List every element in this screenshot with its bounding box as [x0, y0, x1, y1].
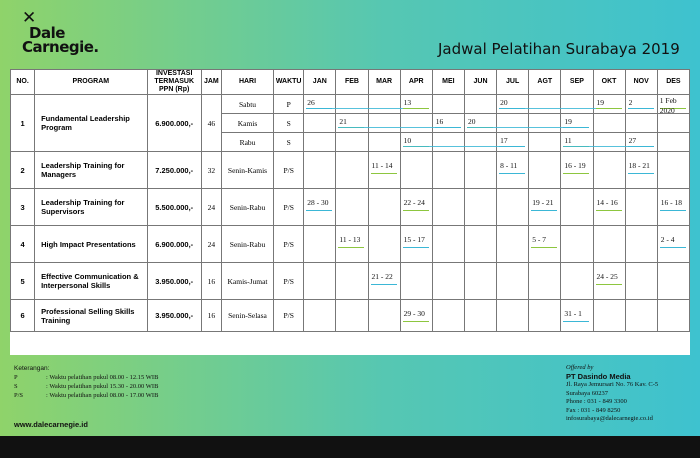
- month-cell: [497, 189, 529, 226]
- row-number: 6: [11, 300, 35, 332]
- col-header-hari: HARI: [221, 70, 273, 95]
- hari-value: Sabtu: [221, 95, 273, 114]
- waktu-value: P: [274, 95, 304, 114]
- schedule-underline: [628, 108, 654, 109]
- hari-value: Senin-Rabu: [221, 189, 273, 226]
- month-cell: [464, 300, 496, 332]
- col-header-mei: MEI: [432, 70, 464, 95]
- jam-value: 16: [201, 263, 221, 300]
- month-cell: [336, 95, 368, 114]
- schedule-date: 29 - 30: [403, 309, 425, 318]
- month-cell: [497, 152, 529, 189]
- month-cell: [625, 95, 657, 114]
- jam-value: 24: [201, 189, 221, 226]
- schedule-underline: [628, 173, 654, 174]
- col-header-jan: JAN: [304, 70, 336, 95]
- month-cell: [593, 263, 625, 300]
- month-cell: [625, 300, 657, 332]
- schedule-underline: [563, 321, 589, 322]
- schedule-underline: [306, 210, 332, 211]
- month-cell: [336, 300, 368, 332]
- schedule-underline: [403, 321, 429, 322]
- month-cell: [432, 152, 464, 189]
- schedule-date: 21: [339, 117, 347, 126]
- legend-key: P/S: [14, 392, 24, 399]
- schedule-date: 16 - 19: [564, 161, 586, 170]
- month-cell: [529, 189, 561, 226]
- legend: [14, 364, 158, 400]
- month-cell: [368, 114, 400, 133]
- schedule-date: 15 - 17: [403, 235, 425, 244]
- program-name: High Impact Presentations: [35, 226, 147, 263]
- month-cell: [432, 300, 464, 332]
- investasi-value: 6.900.000,-: [147, 226, 201, 263]
- offered-label: Offered by: [566, 364, 594, 371]
- row-number: 5: [11, 263, 35, 300]
- month-cell: [400, 226, 432, 263]
- legend-item-p: [14, 373, 158, 382]
- month-cell: [304, 226, 336, 263]
- month-cell: [336, 133, 368, 152]
- program-name: Leadership Training for Supervisors: [35, 189, 147, 226]
- schedule-date: 2020: [659, 106, 675, 115]
- schedule-date: 19 - 21: [532, 198, 554, 207]
- schedule-date: 21 - 22: [371, 272, 393, 281]
- month-cell: [368, 152, 400, 189]
- program-name: Fundamental Leadership Program: [35, 95, 147, 152]
- schedule-underline: [531, 210, 557, 211]
- month-cell: [657, 226, 689, 263]
- hari-value: Kamis: [221, 114, 273, 133]
- schedule-date: 20: [467, 117, 476, 126]
- schedule-date: 18 - 21: [628, 161, 650, 170]
- hari-value: Senin-Kamis: [221, 152, 273, 189]
- website-link[interactable]: www.dalecarnegie.id: [14, 420, 88, 429]
- month-cell: [464, 226, 496, 263]
- logo-text-line1: Dale: [29, 24, 65, 42]
- month-cell: [497, 133, 529, 152]
- schedule-date: 11 - 14: [371, 161, 393, 170]
- schedule-underline: [338, 247, 364, 248]
- hari-value: Kamis-Jumat: [221, 263, 273, 300]
- month-cell: [304, 189, 336, 226]
- schedule-date: 28 - 30: [307, 198, 329, 207]
- month-cell: [529, 114, 561, 133]
- logo-text-line2: Carnegie.: [22, 38, 99, 56]
- month-cell: [368, 133, 400, 152]
- table-row: [11, 152, 690, 189]
- schedule-date: 31 - 1: [564, 309, 582, 318]
- month-cell: [593, 114, 625, 133]
- schedule-date: 16: [435, 117, 444, 126]
- month-cell: [368, 189, 400, 226]
- hari-value: Rabu: [221, 133, 273, 152]
- phone-number: Phone : 031 - 849 3300: [566, 398, 627, 405]
- month-cell: [561, 95, 593, 114]
- schedule-underline: [563, 127, 589, 128]
- offered-by: [566, 364, 658, 424]
- month-cell: [464, 189, 496, 226]
- schedule-date: 1 Feb: [659, 96, 677, 105]
- month-cell: [529, 133, 561, 152]
- month-cell: [432, 114, 464, 133]
- month-cell: [657, 152, 689, 189]
- month-cell: [336, 263, 368, 300]
- jam-value: 16: [201, 300, 221, 332]
- program-name: Leadership Training for Managers: [35, 152, 147, 189]
- schedule-underline: [371, 173, 397, 174]
- col-header-investasi: INVESTASI TERMASUK PPN (Rp): [147, 70, 201, 95]
- month-cell: [657, 133, 689, 152]
- month-cell: [529, 263, 561, 300]
- table-row: [11, 95, 690, 114]
- investasi-value: 3.950.000,-: [147, 300, 201, 332]
- page-title: Jadwal Pelatihan Surabaya 2019: [438, 40, 680, 58]
- month-cell: [432, 226, 464, 263]
- month-cell: [336, 114, 368, 133]
- legend-item-s: [14, 382, 158, 391]
- month-cell: [529, 300, 561, 332]
- month-cell: [368, 300, 400, 332]
- col-header-waktu: WAKTU: [274, 70, 304, 95]
- schedule-date: 20: [500, 98, 508, 107]
- schedule-date: 22 - 24: [403, 198, 425, 207]
- month-cell: [400, 189, 432, 226]
- jam-value: 32: [201, 152, 221, 189]
- investasi-value: 7.250.000,-: [147, 152, 201, 189]
- waktu-value: P/S: [274, 189, 304, 226]
- fax-number: Fax : 031 - 849 8250: [566, 406, 621, 414]
- schedule-underline: [403, 210, 429, 211]
- schedule-date: 8 - 11: [500, 161, 518, 170]
- address-line-1: Jl. Raya Jemursari No. 76 Kav. C-5: [566, 381, 659, 388]
- schedule-date: 2: [628, 98, 633, 107]
- schedule-underline: [499, 173, 525, 174]
- investasi-value: 5.500.000,-: [147, 189, 201, 226]
- legend-desc: : Waktu pelatihan pukul 08.00 - 17.00 WIB: [46, 392, 159, 399]
- month-cell: [304, 95, 336, 114]
- month-cell: [561, 226, 593, 263]
- month-cell: [625, 114, 657, 133]
- schedule-underline: [596, 210, 622, 211]
- month-cell: [400, 263, 432, 300]
- waktu-value: S: [274, 133, 304, 152]
- month-cell: [625, 152, 657, 189]
- schedule-underline: [403, 108, 429, 109]
- month-cell: [529, 226, 561, 263]
- schedule-underline: [596, 108, 622, 109]
- schedule-underline: [660, 210, 686, 211]
- col-header-mar: MAR: [368, 70, 400, 95]
- waktu-value: P/S: [274, 263, 304, 300]
- month-cell: [625, 133, 657, 152]
- col-header-feb: FEB: [336, 70, 368, 95]
- waktu-value: P/S: [274, 300, 304, 332]
- month-cell: [529, 152, 561, 189]
- legend-title: Keterangan:: [14, 365, 50, 372]
- schedule-date: 24 - 25: [596, 272, 618, 281]
- schedule-date: 11 - 13: [339, 235, 361, 244]
- col-header-program: PROGRAM: [35, 70, 147, 95]
- hari-value: Senin-Selasa: [221, 300, 273, 332]
- legend-key: P: [14, 374, 18, 381]
- schedule-underline: [403, 247, 429, 248]
- col-header-jun: JUN: [464, 70, 496, 95]
- month-cell: [304, 114, 336, 133]
- schedule-date: 14 - 16: [596, 198, 618, 207]
- row-number: 2: [11, 152, 35, 189]
- month-cell: [400, 114, 432, 133]
- month-cell: [497, 300, 529, 332]
- schedule-underline: [563, 173, 589, 174]
- month-cell: [400, 133, 432, 152]
- schedule-date: 11: [564, 136, 572, 145]
- waktu-value: S: [274, 114, 304, 133]
- row-number: 1: [11, 95, 35, 152]
- month-cell: [368, 95, 400, 114]
- dale-carnegie-logo: [22, 10, 142, 60]
- col-header-okt: OKT: [593, 70, 625, 95]
- header-row: [11, 70, 690, 95]
- row-number: 4: [11, 226, 35, 263]
- schedule-date: 10: [403, 136, 412, 145]
- month-cell: [561, 300, 593, 332]
- month-cell: [625, 263, 657, 300]
- legend-key: S: [14, 383, 18, 390]
- month-cell: [336, 152, 368, 189]
- table-row: [11, 226, 690, 263]
- schedule-underline: [371, 284, 397, 285]
- month-cell: [657, 189, 689, 226]
- month-cell: [529, 95, 561, 114]
- month-cell: [497, 95, 529, 114]
- hari-value: Senin-Rabu: [221, 226, 273, 263]
- month-cell: [368, 226, 400, 263]
- program-name: Professional Selling Skills Training: [35, 300, 147, 332]
- month-cell: [657, 300, 689, 332]
- month-cell: [304, 263, 336, 300]
- month-cell: [593, 226, 625, 263]
- legend-desc: : Waktu pelatihan pukul 15.30 - 20.00 WIB: [46, 383, 159, 390]
- waktu-value: P/S: [274, 152, 304, 189]
- jam-value: 24: [201, 226, 221, 263]
- table-row: [11, 263, 690, 300]
- email-address[interactable]: infosurabaya@dalecarnegie.co.id: [566, 415, 653, 422]
- month-cell: [464, 133, 496, 152]
- schedule-date: 16 - 18: [660, 198, 683, 207]
- schedule-underline: [531, 247, 557, 248]
- schedule-date: 17: [500, 136, 508, 145]
- legend-item-ps: [14, 391, 158, 400]
- month-cell: [304, 300, 336, 332]
- month-cell: [304, 152, 336, 189]
- month-cell: [561, 152, 593, 189]
- month-cell: [336, 189, 368, 226]
- col-header-no: NO.: [11, 70, 35, 95]
- month-cell: [304, 133, 336, 152]
- schedule-date: 13: [403, 98, 412, 107]
- month-cell: [400, 300, 432, 332]
- month-cell: [593, 152, 625, 189]
- address-line-2: Surabaya 60237: [566, 389, 609, 397]
- month-cell: [336, 226, 368, 263]
- month-cell: [464, 152, 496, 189]
- footer-bar: [0, 436, 700, 458]
- col-header-agt: AGT: [529, 70, 561, 95]
- month-cell: [593, 133, 625, 152]
- schedule-underline: [435, 127, 461, 128]
- month-cell: [432, 133, 464, 152]
- month-cell: [464, 263, 496, 300]
- col-header-jam: JAM: [201, 70, 221, 95]
- month-cell: [400, 152, 432, 189]
- month-cell: [432, 189, 464, 226]
- month-cell: [561, 114, 593, 133]
- col-header-apr: APR: [400, 70, 432, 95]
- col-header-jul: JUL: [497, 70, 529, 95]
- month-cell: [432, 95, 464, 114]
- month-cell: [497, 263, 529, 300]
- month-cell: [593, 95, 625, 114]
- schedule-underline: [596, 284, 622, 285]
- schedule-underline: [660, 247, 686, 248]
- month-cell: [561, 133, 593, 152]
- logo-mark-icon: ✕: [22, 8, 37, 28]
- month-cell: [368, 263, 400, 300]
- month-cell: [432, 263, 464, 300]
- waktu-value: P/S: [274, 226, 304, 263]
- month-cell: [497, 114, 529, 133]
- program-name: Effective Communication & Interpersonal Skills: [35, 263, 147, 300]
- schedule-table: [10, 69, 690, 355]
- month-cell: [593, 189, 625, 226]
- legend-desc: : Waktu pelatihan pukul 08.00 - 12.15 WIB: [46, 374, 159, 381]
- month-cell: [561, 189, 593, 226]
- col-header-des: DES: [657, 70, 689, 95]
- table-row: [11, 300, 690, 332]
- schedule-date: 27: [628, 136, 637, 145]
- month-cell: [625, 226, 657, 263]
- schedule-date: 5 - 7: [532, 235, 546, 244]
- company-name: PT Dasindo Media: [566, 371, 631, 381]
- schedule-date: 19: [596, 98, 604, 107]
- month-cell: [657, 95, 689, 114]
- col-header-sep: SEP: [561, 70, 593, 95]
- month-cell: [497, 226, 529, 263]
- investasi-value: 3.950.000,-: [147, 263, 201, 300]
- jam-value: 46: [201, 95, 221, 152]
- month-cell: [657, 114, 689, 133]
- month-cell: [657, 263, 689, 300]
- month-cell: [625, 189, 657, 226]
- month-cell: [593, 300, 625, 332]
- row-number: 3: [11, 189, 35, 226]
- schedule-date: 2 - 4: [660, 235, 675, 244]
- investasi-value: 6.900.000,-: [147, 95, 201, 152]
- col-header-nov: NOV: [625, 70, 657, 95]
- schedule-date: 19: [564, 117, 572, 126]
- month-cell: [464, 114, 496, 133]
- table-row: [11, 189, 690, 226]
- schedule-underline: [499, 146, 525, 147]
- schedule-date: 26: [307, 98, 315, 107]
- schedule-underline: [628, 146, 654, 147]
- month-cell: [400, 95, 432, 114]
- month-cell: [561, 263, 593, 300]
- month-cell: [464, 95, 496, 114]
